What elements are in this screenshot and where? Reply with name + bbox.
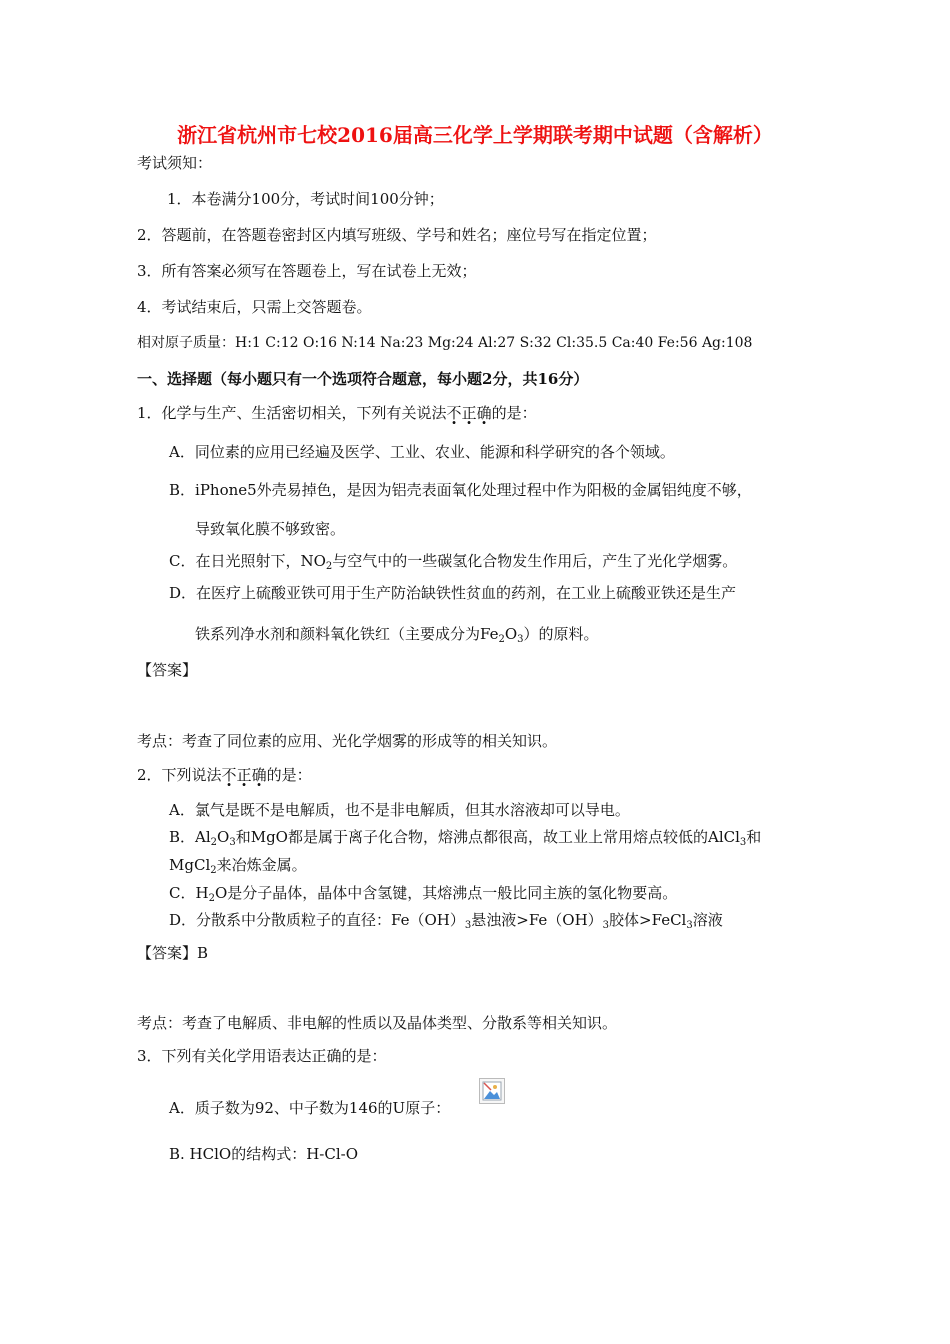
q2-option-d: D．分散系中分散质粒子的直径：$Fe(OH)_3$悬浊液$>Fe(OH)_3$胶体>FeCl$_3$溶液: [169, 911, 723, 931]
q2-option-c: C．$H_2O$是分子晶体，晶体中含氢键，其熔沸点一般比同主族的氢化物要高。: [169, 884, 678, 904]
q3-option-b: B. HClO的结构式：H-Cl-O: [169, 1145, 359, 1163]
q1-option-b-line1: B．iPhone5外壳易掉色，是因为铝壳表面氧化处理过程中作为阳极的金属铝纯度不够，: [169, 481, 752, 499]
notice-item-1: 1．本卷满分100分，考试时间100分钟；: [167, 190, 444, 208]
atomic-masses: 相对原子质量：H:1 C:12 O:16 N:14 Na:23 Mg:24 Al:27 S:32 Cl:35.5 Ca:40 Fe:56 Ag:108: [137, 335, 753, 351]
section-heading-choice: 一、选择题（每小题只有一个选项符合题意，每小题2分，共16分）: [137, 370, 589, 388]
q2-kaodian: 考点：考查了电解质、非电解的性质以及晶体类型、分散系等相关知识。: [137, 1014, 618, 1032]
notice-item-4: 4．考试结束后，只需上交答题卷。: [137, 298, 372, 316]
q2-option-b-line2: MgCl$_2$来冶炼金属。: [169, 856, 307, 876]
notice-heading: 考试须知：: [137, 154, 213, 172]
q2-option-b-line1: B．$Al_2O_3$和MgO都是属于离子化合物，熔沸点都很高，故工业上常用熔点较低的AlCl$_3$和: [169, 828, 762, 848]
q1-option-b-line2: 导致氧化膜不够致密。: [195, 520, 346, 538]
q1-option-a: A．同位素的应用已经遍及医学、工业、农业、能源和科学研究的各个领域。: [169, 443, 675, 461]
q1-kaodian: 考点：考查了同位素的应用、光化学烟雾的形成等的相关知识。: [137, 732, 558, 750]
q1-option-c: C．在日光照射下，$NO_2$与空气中的一些碳氢化合物发生作用后，产生了光化学烟雾。: [169, 552, 738, 572]
document-title: 浙江省杭州市七校2016届高三化学上学期联考期中试题（含解析）: [177, 123, 773, 147]
q1-option-d-line1: D．在医疗上硫酸亚铁可用于生产防治缺铁性贫血的药剂，在工业上硫酸亚铁还是生产: [169, 584, 737, 602]
q1-stem: 1．化学与生产、生活密切相关，下列有关说法不正确的是：: [137, 404, 537, 422]
emphasis-char: 确: [476, 404, 492, 422]
emphasis-char: 确: [251, 766, 267, 784]
q1-answer: 【答案】: [137, 661, 198, 679]
emphasis-char: 不: [446, 404, 462, 422]
q3-stem: 3．下列有关化学用语表达正确的是：: [137, 1047, 387, 1065]
notice-item-3: 3．所有答案必须写在答题卷上，写在试卷上无效；: [137, 262, 477, 280]
notice-item-2: 2．答题前，在答题卷密封区内填写班级、学号和姓名；座位号写在指定位置；: [137, 226, 657, 244]
emphasis-char: 正: [236, 766, 252, 784]
broken-image-icon: [479, 1078, 505, 1104]
emphasis-char: 正: [461, 404, 477, 422]
q2-answer: 【答案】B: [137, 944, 209, 962]
q2-stem: 2．下列说法不正确的是：: [137, 766, 312, 784]
q3-option-a: A．质子数为92、中子数为146的U原子：: [169, 1099, 451, 1117]
q2-option-a: A．氯气是既不是电解质，也不是非电解质，但其水溶液却可以导电。: [169, 801, 630, 819]
q1-option-d-line2: 铁系列净水剂和颜料氧化铁红（主要成分为$Fe_2O_3$）的原料。: [195, 625, 599, 645]
emphasis-char: 不: [221, 766, 237, 784]
